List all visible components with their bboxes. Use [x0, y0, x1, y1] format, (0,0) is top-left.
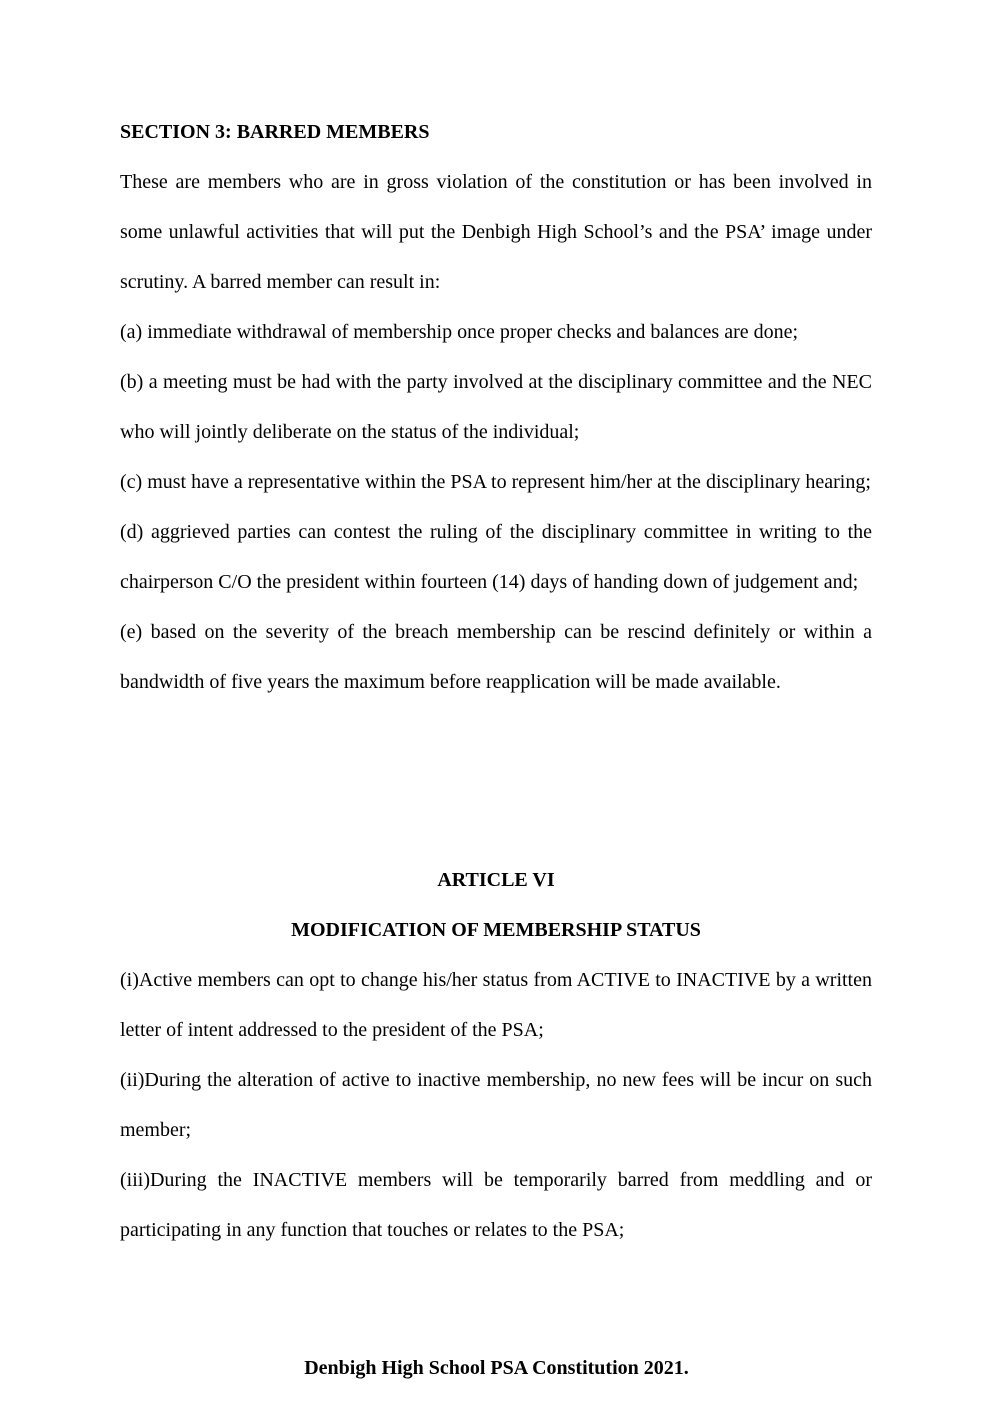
section-3: [120, 107, 872, 707]
page-footer: Denbigh High School PSA Constitution 2021.: [304, 1357, 689, 1379]
list-item: (ii)During the alteration of active to inactive membership, no new fees will be incur on such member;: [120, 1069, 872, 1141]
article-6: [120, 855, 872, 1255]
article-subtitle: MODIFICATION OF MEMBERSHIP STATUS: [291, 919, 701, 941]
section-intro: These are members who are in gross violation of the constitution or has been involved in some unlawful activities that will put the Denbigh High School’s and the PSA’ image under scrutiny. A barred member can result in:: [120, 171, 872, 293]
section-heading: SECTION 3: BARRED MEMBERS: [120, 121, 430, 143]
list-item: (iii)During the INACTIVE members will be temporarily barred from meddling and or participating in any function that touches or relates to the PSA;: [120, 1169, 872, 1241]
list-item: (e) based on the severity of the breach membership can be rescind definitely or within a bandwidth of five years the maximum before reapplication will be made available.: [120, 621, 872, 693]
list-item: (a) immediate withdrawal of membership once proper checks and balances are done;: [120, 321, 799, 343]
list-item: (i)Active members can opt to change his/her status from ACTIVE to INACTIVE by a written letter of intent addressed to the president of the PSA;: [120, 969, 872, 1041]
document-page: [120, 0, 872, 1404]
article-title: ARTICLE VI: [437, 869, 555, 891]
list-item: (d) aggrieved parties can contest the ruling of the disciplinary committee in writing to the chairperson C/O the president within fourteen (14) days of handing down of judgement and;: [120, 521, 872, 593]
list-item: (b) a meeting must be had with the party involved at the disciplinary committee and the NEC who will jointly deliberate on the status of the individual;: [120, 371, 872, 443]
list-item: (c) must have a representative within the PSA to represent him/her at the disciplinary hearing;: [120, 471, 871, 493]
